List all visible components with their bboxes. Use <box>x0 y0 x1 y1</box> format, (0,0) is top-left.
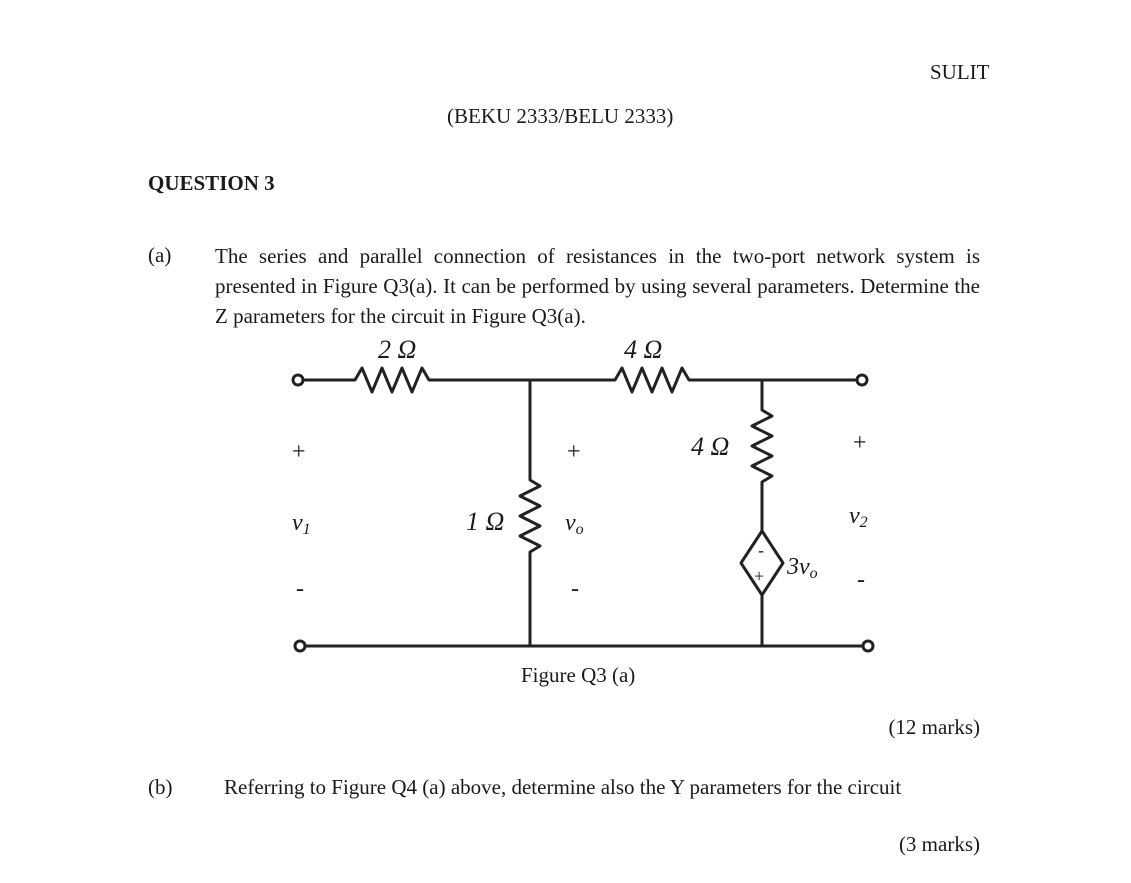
r-series-left-label: 2 Ω <box>378 335 417 364</box>
part-a-label: (a) <box>148 243 172 267</box>
part-a-marks: (12 marks) <box>888 715 980 739</box>
vo-plus: + <box>567 439 581 465</box>
v2-plus: + <box>853 430 867 456</box>
r-shunt-mid-label: 1 Ω <box>466 507 505 536</box>
vo-label: vo <box>565 510 584 538</box>
classification-label: SULIT <box>930 60 990 84</box>
r-shunt-right-label: 4 Ω <box>691 432 730 461</box>
terminal-top-left <box>293 375 303 385</box>
vo-minus: - <box>571 576 579 602</box>
r-series-right-label: 4 Ω <box>624 335 663 364</box>
terminal-bottom-left <box>295 641 305 651</box>
part-b-marks: (3 marks) <box>898 832 980 856</box>
part-b-label: (b) <box>148 775 173 799</box>
course-code: (BEKU 2333/BELU 2333) <box>447 104 674 128</box>
v1-minus: - <box>296 576 304 602</box>
source-bottom-sign: + <box>754 566 765 586</box>
shunt-branch-4ohm <box>752 380 772 531</box>
v2-label: v2 <box>849 503 868 531</box>
v2-minus: - <box>857 567 865 593</box>
source-top-sign: - <box>758 540 764 560</box>
v1-plus: + <box>292 439 306 465</box>
part-b-text: Referring to Figure Q4 (a) above, determine also the Y parameters for the circuit <box>224 775 902 799</box>
source-label: 3vo <box>787 554 818 582</box>
question-title: QUESTION 3 <box>148 171 275 195</box>
v1-label: v1 <box>292 510 311 538</box>
terminal-bottom-right <box>863 641 873 651</box>
top-wire <box>303 368 857 392</box>
part-a-text: The series and parallel connection of resistances in the two-port network system is presented in Figure Q3(a). It can be performed by using several parameters. Determine the Z parameters for the circuit in Figure Q3(a). <box>215 244 980 328</box>
figure-caption: Figure Q3 (a) <box>521 663 636 687</box>
shunt-branch-1ohm <box>520 380 540 646</box>
terminal-top-right <box>857 375 867 385</box>
